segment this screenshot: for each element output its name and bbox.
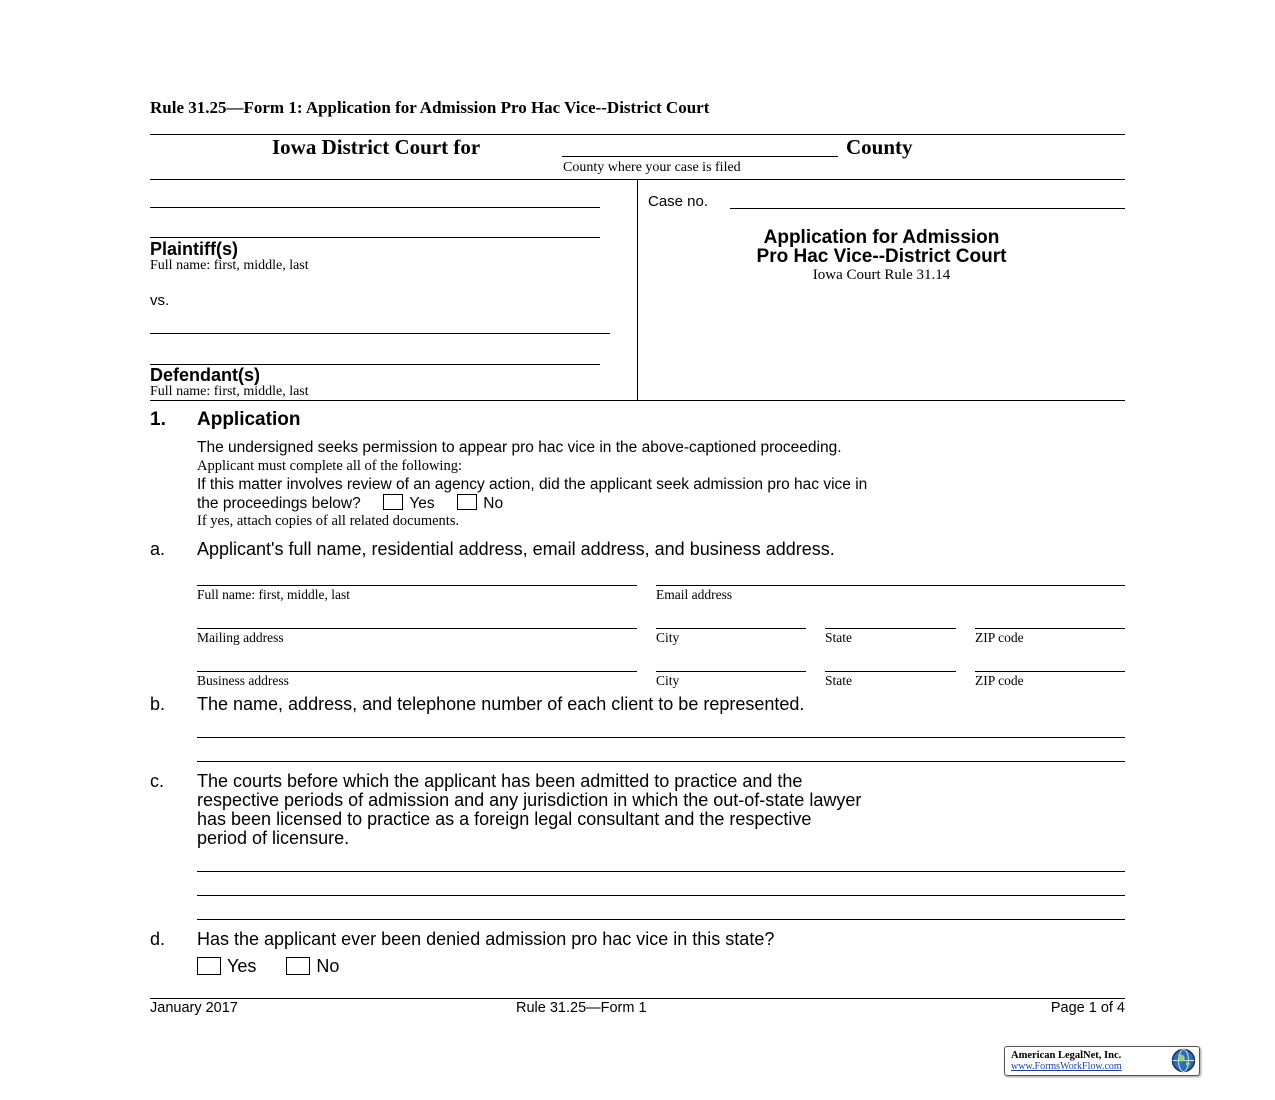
defendant-hint: Full name: first, middle, last	[150, 384, 309, 399]
mailing-state-label: State	[825, 630, 852, 645]
item-b-text: The name, address, and telephone number of each client to be represented.	[197, 694, 805, 714]
email-label: Email address	[656, 587, 733, 602]
attach-note: If yes, attach copies of all related documents.	[197, 513, 460, 529]
business-city-field[interactable]	[656, 671, 806, 672]
item-d-letter: d.	[150, 929, 166, 949]
footer-rule-label: Rule 31.25—Form 1	[516, 1000, 647, 1016]
globe-icon	[1171, 1048, 1196, 1073]
court-suffix: County	[846, 135, 913, 159]
plaintiff-line-2[interactable]	[150, 237, 600, 238]
item-d-text: Has the applicant ever been denied admission pro hac vice in this state?	[197, 929, 775, 949]
item-c-line4: period of licensure.	[197, 828, 350, 848]
item-c-line2: respective periods of admission and any jurisdiction in which the out-of-state lawyer	[197, 790, 862, 810]
item-d-options	[197, 956, 339, 977]
denied-no-label: No	[316, 956, 340, 976]
mailing-city-label: City	[656, 630, 680, 645]
vs-label: vs.	[150, 292, 170, 309]
item-c-line3: has been licensed to practice as a foreign legal consultant and the respective	[197, 809, 812, 829]
agency-question-row	[197, 494, 503, 513]
section1-number: 1.	[150, 409, 166, 430]
agency-question-line1: If this matter involves review of an agency action, did the applicant seek admission pro hac vice in	[197, 476, 868, 493]
doc-title-line1: Application for Admission	[763, 227, 1000, 248]
agency-no-label: No	[483, 495, 504, 512]
defendant-line-1[interactable]	[150, 333, 610, 334]
section1-intro: The undersigned seeks permission to appear pro hac vice in the above-captioned proceeding.	[197, 439, 842, 456]
court-prefix: Iowa District Court for	[272, 135, 481, 159]
footer-page: Page 1 of 4	[1050, 1000, 1125, 1016]
legalnet-logo[interactable]	[1004, 1046, 1200, 1076]
courts-line-2[interactable]	[197, 895, 1125, 896]
doc-title-line2: Pro Hac Vice--District Court	[756, 246, 1007, 267]
denied-yes-checkbox[interactable]	[197, 957, 221, 975]
business-zip-label: ZIP code	[975, 673, 1024, 688]
business-zip-field[interactable]	[975, 671, 1125, 672]
defendant-label: Defendant(s)	[150, 365, 261, 385]
client-line-2[interactable]	[197, 761, 1125, 762]
caption-divider	[637, 180, 638, 400]
mailing-address-label: Mailing address	[197, 630, 284, 645]
case-no-label: Case no.	[648, 193, 709, 210]
logo-url[interactable]: www.FormsWorkFlow.com	[1011, 1061, 1122, 1072]
caption-bottom-rule	[150, 400, 1125, 401]
plaintiff-line-1[interactable]	[150, 207, 600, 208]
business-state-field[interactable]	[825, 671, 956, 672]
item-a-letter: a.	[150, 539, 166, 559]
county-field[interactable]	[562, 156, 838, 157]
section1-heading: Application	[197, 409, 301, 430]
item-c-letter: c.	[150, 771, 165, 791]
form-title: Rule 31.25—Form 1: Application for Admission Pro Hac Vice--District Court	[150, 98, 710, 117]
agency-yes-checkbox[interactable]	[383, 494, 403, 510]
footer-date: January 2017	[150, 1000, 238, 1016]
courts-line-1[interactable]	[197, 871, 1125, 872]
doc-rule: Iowa Court Rule 31.14	[812, 267, 951, 283]
client-line-1[interactable]	[197, 737, 1125, 738]
denied-no-checkbox[interactable]	[286, 957, 310, 975]
courts-line-3[interactable]	[197, 919, 1125, 920]
item-a-text: Applicant's full name, residential address, email address, and business address.	[197, 539, 835, 559]
item-c-line1: The courts before which the applicant has been admitted to practice and the	[197, 771, 803, 791]
item-b-letter: b.	[150, 694, 166, 714]
email-field[interactable]	[656, 585, 1125, 586]
case-no-field[interactable]	[730, 208, 1125, 209]
logo-company: American LegalNet, Inc.	[1011, 1050, 1122, 1061]
mailing-address-field[interactable]	[197, 628, 637, 629]
mailing-city-field[interactable]	[656, 628, 806, 629]
business-city-label: City	[656, 673, 680, 688]
agency-no-checkbox[interactable]	[457, 494, 477, 510]
county-caption: County where your case is filed	[563, 160, 741, 175]
agency-yes-label: Yes	[409, 495, 435, 512]
business-address-field[interactable]	[197, 671, 637, 672]
plaintiff-label: Plaintiff(s)	[150, 239, 238, 259]
business-state-label: State	[825, 673, 852, 688]
agency-question-line2: the proceedings below?	[197, 495, 361, 512]
full-name-label: Full name: first, middle, last	[197, 587, 350, 602]
plaintiff-hint: Full name: first, middle, last	[150, 258, 309, 273]
mailing-state-field[interactable]	[825, 628, 956, 629]
section1-instruction: Applicant must complete all of the following:	[197, 458, 462, 474]
mailing-zip-field[interactable]	[975, 628, 1125, 629]
business-address-label: Business address	[197, 673, 289, 688]
denied-yes-label: Yes	[227, 956, 257, 976]
footer-rule	[150, 998, 1125, 999]
mailing-zip-label: ZIP code	[975, 630, 1024, 645]
full-name-field[interactable]	[197, 585, 637, 586]
